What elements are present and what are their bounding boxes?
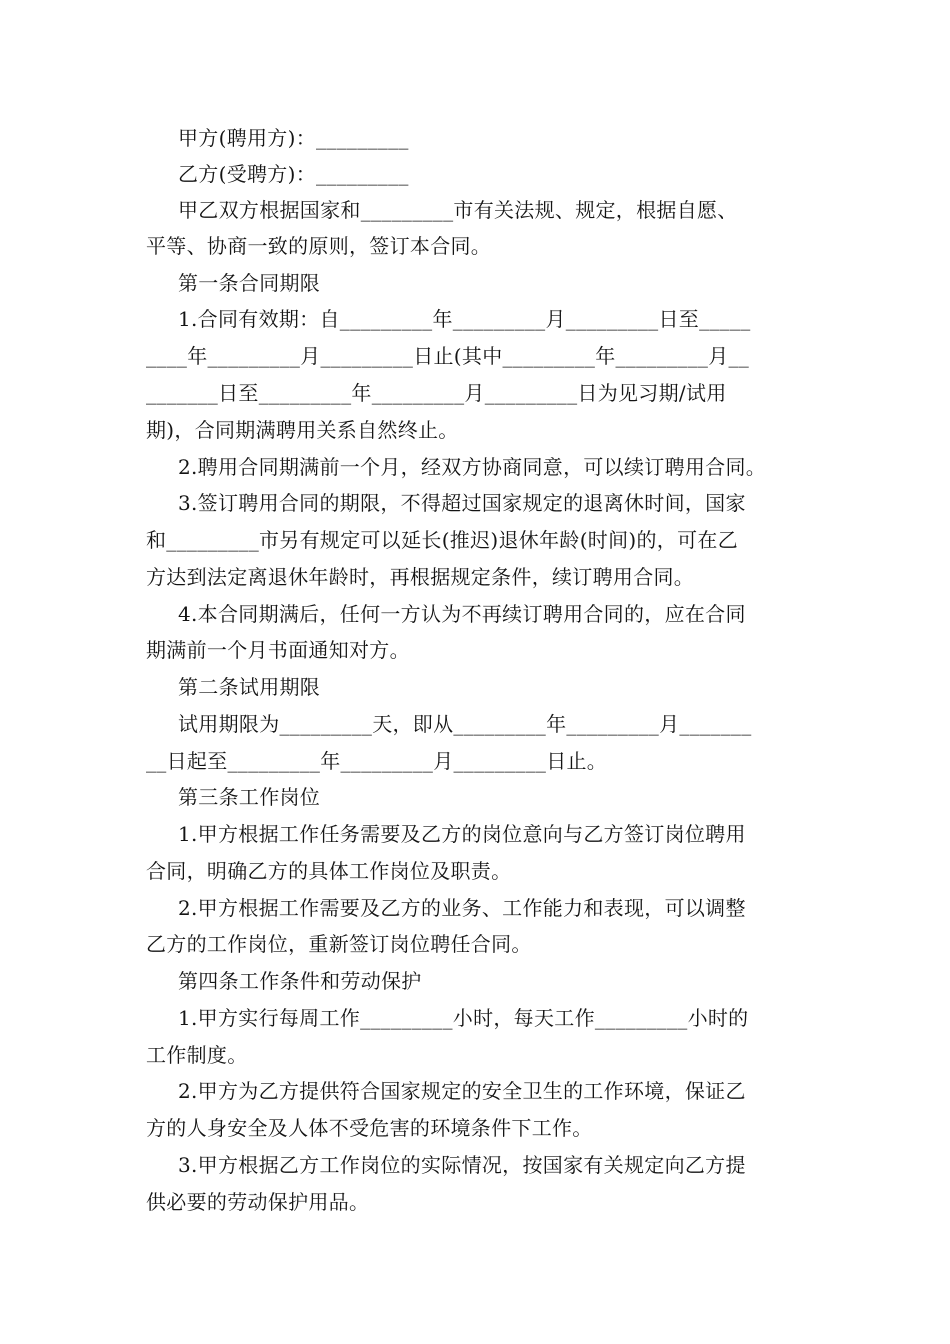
clause-line: 工作制度。 <box>146 1043 248 1067</box>
article-2-heading: 第二条试用期限 <box>178 675 321 699</box>
clause-line: 4.本合同期满后，任何一方认为不再续订聘用合同的，应在合同 <box>178 602 746 626</box>
clause-line: 2.甲方根据工作需要及乙方的业务、工作能力和表现，可以调整 <box>178 896 746 920</box>
clause-line: 2.甲方为乙方提供符合国家规定的安全卫生的工作环境，保证乙 <box>178 1079 746 1103</box>
clause-line: 1.甲方实行每周工作_________小时，每天工作_________小时的 <box>178 1006 749 1030</box>
preamble-line: 甲乙双方根据国家和_________市有关法规、规定，根据自愿、 <box>178 198 738 222</box>
article-3-heading: 第三条工作岗位 <box>178 785 321 809</box>
clause-line: 乙方的工作岗位，重新签订岗位聘任合同。 <box>146 932 532 956</box>
clause-line: _______日至_________年_________月_________日为见习期/试用 <box>146 381 727 405</box>
clause-line: 方达到法定离退休年龄时，再根据规定条件，续订聘用合同。 <box>146 565 695 589</box>
preamble-line: 平等、协商一致的原则，签订本合同。 <box>146 234 492 258</box>
clause-line: __日起至_________年_________月_________日止。 <box>146 749 608 773</box>
clause-line: 期)，合同期满聘用关系自然终止。 <box>146 418 459 442</box>
party-b-line: 乙方(受聘方)：_________ <box>178 162 409 186</box>
clause-line: 合同，明确乙方的具体工作岗位及职责。 <box>146 859 512 883</box>
clause-line: 方的人身安全及人体不受危害的环境条件下工作。 <box>146 1116 593 1140</box>
clause-line: ____年_________月_________日止(其中_________年_________月__ <box>146 344 750 368</box>
clause-line: 期满前一个月书面通知对方。 <box>146 638 410 662</box>
article-4-heading: 第四条工作条件和劳动保护 <box>178 969 422 993</box>
clause-line: 3.签订聘用合同的期限，不得超过国家规定的退离休时间，国家 <box>178 491 746 515</box>
clause-line: 2.聘用合同期满前一个月，经双方协商同意，可以续订聘用合同。 <box>178 455 767 479</box>
clause-line: 和_________市另有规定可以延长(推迟)退休年龄(时间)的，可在乙 <box>146 528 739 552</box>
clause-line: 1.合同有效期：自_________年_________月_________日至_____ <box>178 307 751 331</box>
clause-line: 试用期限为_________天，即从_________年_________月_______ <box>178 712 752 736</box>
clause-line: 供必要的劳动保护用品。 <box>146 1190 370 1214</box>
clause-line: 1.甲方根据工作任务需要及乙方的岗位意向与乙方签订岗位聘用 <box>178 822 746 846</box>
article-1-heading: 第一条合同期限 <box>178 271 321 295</box>
clause-line: 3.甲方根据乙方工作岗位的实际情况，按国家有关规定向乙方提 <box>178 1153 746 1177</box>
party-a-line: 甲方(聘用方)：_________ <box>178 126 409 150</box>
